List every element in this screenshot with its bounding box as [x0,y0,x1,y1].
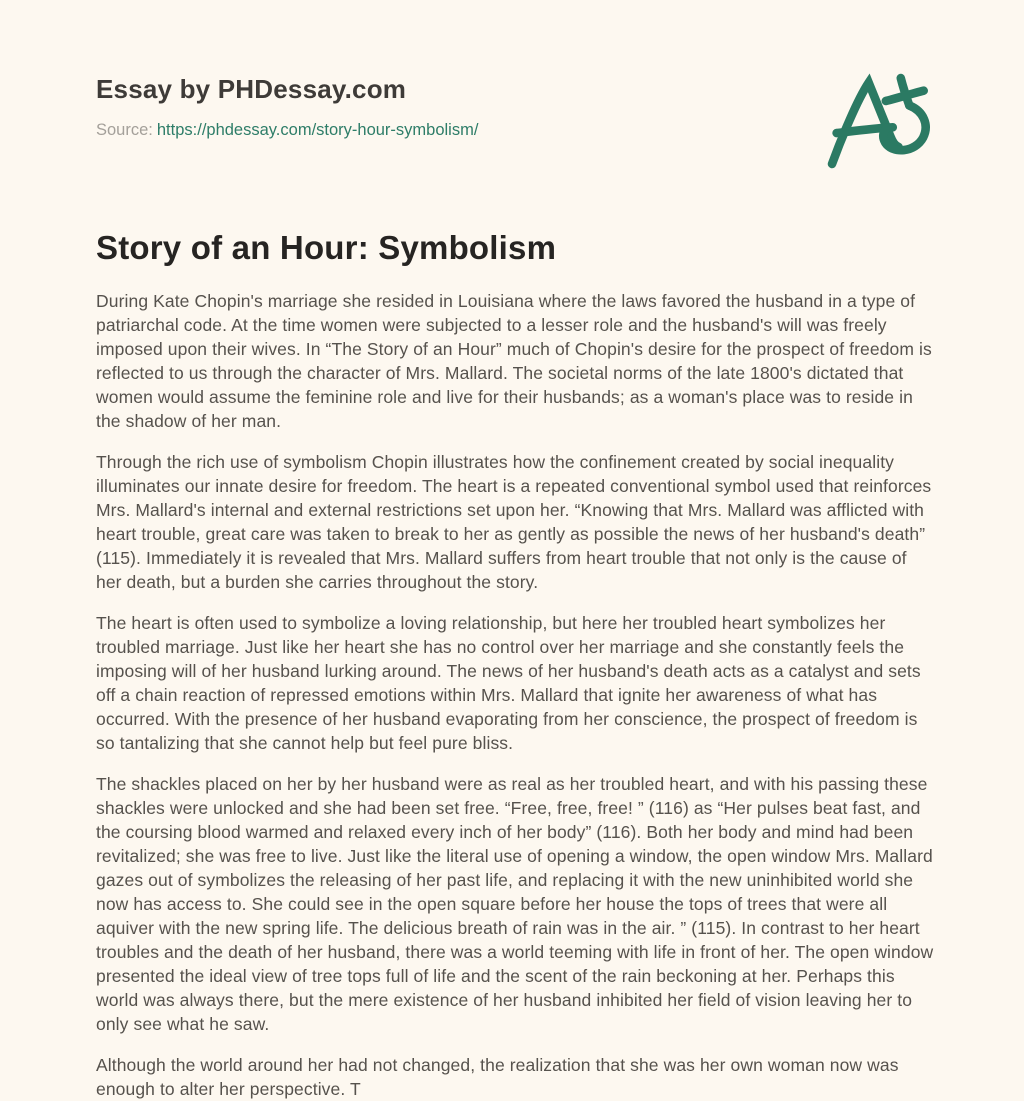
essay-body [96,289,934,1101]
source-line [96,121,934,140]
essay-paragraph-4: The shackles placed on her by her husband were as real as her troubled heart, and with his passing these shackles were unlocked and she had been set free. “Free, free, free! ” (116) as “Her pulses beat fast, and the coursing blood warmed and relaxed every inch of her body” (116). Both her body and mind had been revitalized; she was free to live. Just like the literal use of opening a window, the open window Mrs. Mallard gazes out of symbolizes the releasing of her past life, and replacing it with the new uninhibited world she now has access to. She could see in the open square before her house the tops of trees that were all aquiver with the new spring life. The delicious breath of rain was in the air. ” (115). In contrast to her heart troubles and the death of her husband, there was a world teeming with life in front of her. The open window presented the ideal view of tree tops full of life and the scent of the rain beckoning at her. Perhaps this world was always there, but the mere existence of her husband inhibited her field of vision leaving her to only see what he saw. [96,774,934,1034]
essay-paragraph-5: Although the world around her had not changed, the realization that she was her own woman now was enough to alter her perspective. T [96,1055,899,1099]
essay-paragraph-3: The heart is often used to symbolize a loving relationship, but here her troubled heart symbolizes her troubled marriage. Just like her heart she has no control over her marriage and she constantly feels the imposing will of her husband lurking around. The news of her husband's death acts as a catalyst and sets off a chain reaction of repressed emotions within Mrs. Mallard that ignite her awareness of what has occurred. With the presence of her husband evaporating from her conscience, the prospect of freedom is so tantalizing that she cannot help but feel pure bliss. [96,613,921,753]
essay-main [96,228,934,1101]
a-plus-logo-icon [816,54,942,180]
essay-paragraph-2: Through the rich use of symbolism Chopin illustrates how the confinement created by social inequality illuminates our innate desire for freedom. The heart is a repeated conventional symbol used that reinforces Mrs. Mallard's internal and external restrictions set upon her. “Knowing that Mrs. Mallard was afflicted with heart trouble, great care was taken to break to her as gently as possible the news of her husband's death” (115). Immediately it is revealed that Mrs. Mallard suffers from heart trouble that not only is the cause of her death, but a burden she carries throughout the story. [96,452,932,592]
brand-title: Essay by PHDessay.com [96,74,407,104]
source-link[interactable]: https://phdessay.com/story-hour-symbolism/ [156,121,479,139]
header [96,74,934,140]
source-label: Source: [96,121,153,139]
essay-title: Story of an Hour: Symbolism [96,229,557,266]
essay-paragraph-1: During Kate Chopin's marriage she resided in Louisiana where the laws favored the husband in a type of patriarchal code. At the time women were subjected to a lesser role and the husband's will was freely imposed upon their wives. In “The Story of an Hour” much of Chopin's desire for the prospect of freedom is reflected to us through the character of Mrs. Mallard. The societal norms of the late 1800's dictated that women would assume the feminine role and live for their husbands; as a woman's place was to reside in the shadow of her man. [96,291,932,431]
